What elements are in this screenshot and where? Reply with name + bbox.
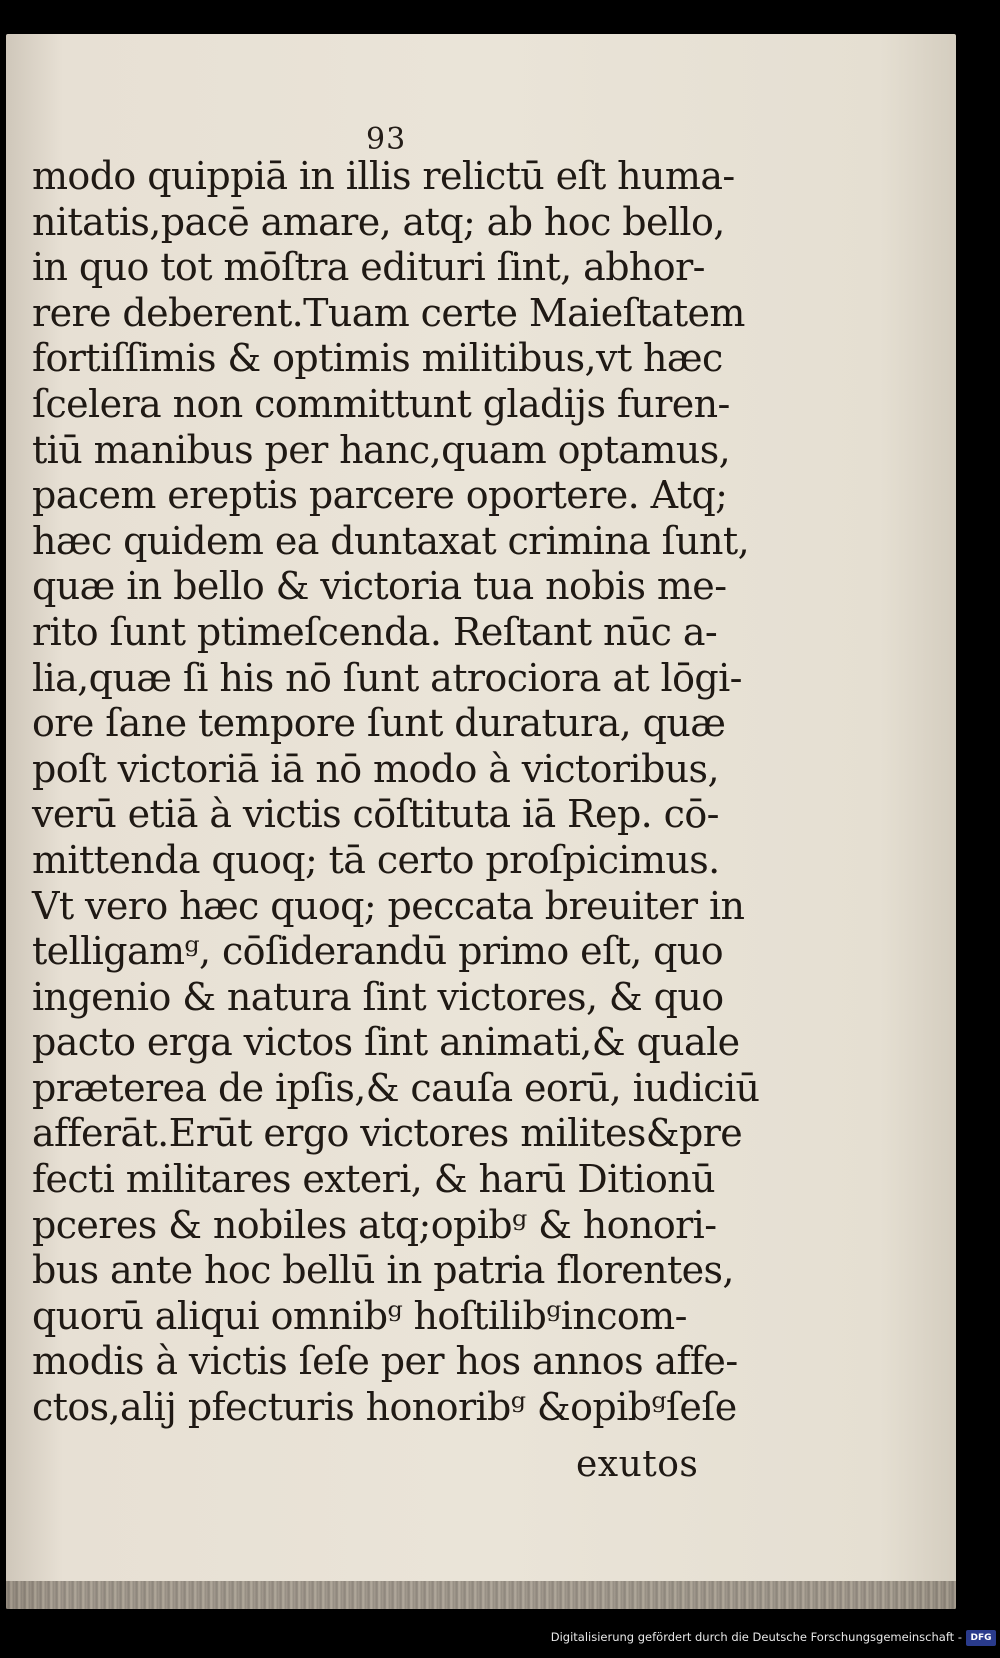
footer-bar: [0, 1614, 1000, 1658]
book-page: [6, 34, 956, 1609]
text-line: fecti militares exteri, & harū Ditionū: [32, 1157, 715, 1202]
text-line: ingenio & natura ſint victores, & quo: [32, 974, 724, 1019]
text-line: pacto erga victos ſint animati,& quale: [32, 1020, 740, 1065]
text-line: pacem ereptis parcere oportere. Atq;: [32, 473, 728, 518]
text-line: modo quippiā in illis relictū eſt huma-: [32, 154, 735, 198]
text-line: afferāt.Erūt ergo victores milites&pre: [32, 1111, 743, 1156]
text-line: quorū aliqui omnibᵍ hoſtilibᵍincom-: [32, 1293, 687, 1338]
catchword: exutos: [576, 1444, 699, 1485]
page-number: 93: [366, 122, 407, 157]
text-line: nitatis,pacē amare, atq; ab hoc bello,: [32, 199, 725, 244]
text-line: in quo tot mōſtra edituri ſint, abhor-: [32, 245, 705, 290]
text-line: poſt victoriā iā nō modo à victoribus,: [32, 746, 719, 791]
text-line: hæc quidem ea duntaxat crimina ſunt,: [32, 518, 750, 563]
text-line: mittenda quoq; tā certo proſpicimus.: [32, 837, 720, 882]
text-line: ctos,alij pfecturis honoribᵍ &opibᵍſeſe: [32, 1385, 737, 1430]
funding-credit: Digitalisierung gefördert durch die Deutsche Forschungsgemeinschaft -: [550, 1630, 962, 1644]
text-line: fortiſſimis & optimis militibus,vt hæc: [32, 336, 723, 381]
text-line: Vt vero hæc quoq; peccata breuiter in: [32, 883, 745, 928]
dfg-logo-icon: DFG: [966, 1630, 996, 1646]
text-line: bus ante hoc bellū in patria florentes,: [32, 1248, 734, 1293]
text-line: quæ in bello & victoria tua nobis me-: [32, 564, 727, 609]
text-line: tiū manibus per hanc,quam optamus,: [32, 427, 731, 472]
text-line: verū etiā à victis cōſtituta iā Rep. cō-: [32, 792, 719, 837]
text-line: telligamᵍ, cōſiderandū primo eſt, quo: [32, 929, 724, 974]
text-line: ſcelera non committunt gladijs furen-: [32, 381, 730, 426]
body-text: [32, 154, 760, 1431]
text-line: rito ſunt ptimeſcenda. Reſtant nūc a-: [32, 609, 718, 654]
text-line: præterea de ipſis,& cauſa eorū, iudiciū: [32, 1065, 760, 1110]
text-line: pceres & nobiles atq;opibᵍ & honori-: [32, 1202, 717, 1247]
text-line: ore ſane tempore ſunt duratura, quæ: [32, 701, 726, 746]
text-line: rere deberent.Tuam certe Maieſtatem: [32, 290, 745, 335]
text-line: lia,quæ ſi his nō ſunt atrociora at lōgi-: [32, 655, 742, 700]
text-line: modis à victis ſeſe per hos annos affe-: [32, 1339, 738, 1384]
